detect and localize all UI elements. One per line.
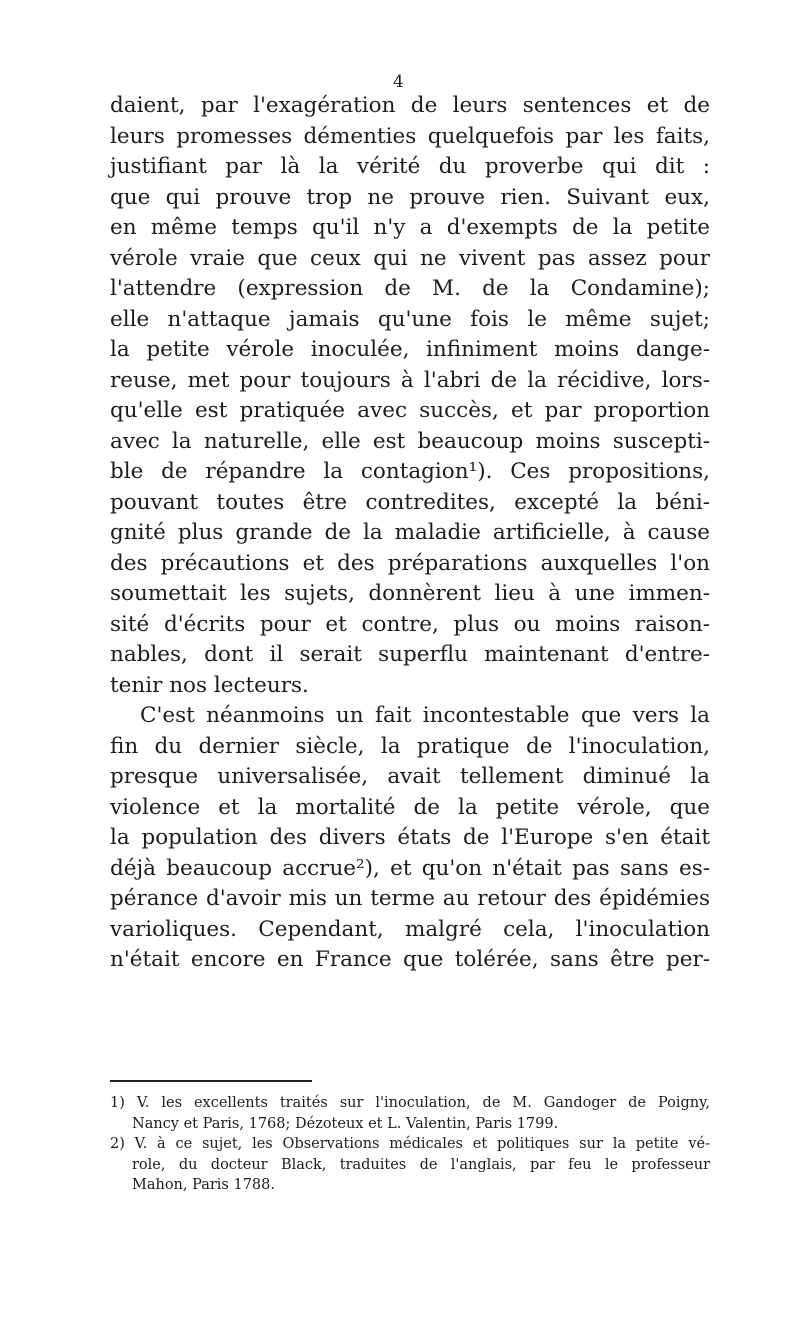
footnote-line: 1) V. les excellents traités sur l'inoculation, de M. Gandoger de Poigny, — [110, 1095, 710, 1111]
text-line: tenir nos lecteurs. — [110, 672, 309, 698]
text-line: que qui prouve trop ne prouve rien. Suivant eux, — [110, 184, 710, 210]
text-line: n'était encore en France que tolérée, sans être per- — [110, 947, 710, 972]
footnote — [110, 1093, 710, 1134]
text-line: sité d'écrits pour et contre, plus ou moins raison- — [110, 611, 710, 637]
text-line: C'est néanmoins un fait incontestable que vers la — [140, 703, 710, 728]
main-text — [110, 91, 710, 976]
text-line: gnité plus grande de la maladie artificielle, à cause — [110, 520, 710, 545]
footnote-line: 2) V. à ce sujet, les Observations médicales et politiques sur la petite vé- — [110, 1136, 710, 1152]
footnotes — [110, 1093, 710, 1196]
text-line: vérole vraie que ceux qui ne vivent pas assez pour — [110, 245, 710, 271]
text-line: soumettait les sujets, donnèrent lieu à une immen- — [110, 581, 710, 606]
footnote-line: role, du docteur Black, traduites de l'anglais, par feu le professeur — [132, 1156, 710, 1173]
text-line: pérance d'avoir mis un terme au retour des épidémies — [110, 886, 710, 911]
text-line: presque universalisée, avait tellement diminué la — [110, 764, 710, 789]
page-number: 4 — [393, 72, 404, 92]
footnote — [110, 1134, 710, 1196]
text-line: en même temps qu'il n'y a d'exempts de la petite — [110, 215, 710, 240]
text-line: elle n'attaque jamais qu'une fois le même sujet; — [110, 306, 710, 332]
text-line: des précautions et des préparations auxquelles l'on — [110, 550, 710, 576]
text-line: déjà beaucoup accrue²), et qu'on n'était pas sans es- — [110, 855, 710, 881]
paragraph — [110, 701, 710, 976]
text-line: l'attendre (expression de M. de la Condamine); — [110, 276, 710, 301]
text-line: fin du dernier siècle, la pratique de l'inoculation, — [110, 733, 710, 759]
text-line: la population des divers états de l'Europe s'en était — [110, 825, 710, 850]
text-line: ble de répandre la contagion¹). Ces propositions, — [110, 459, 710, 484]
text-line: daient, par l'exagération de leurs sentences et de — [110, 93, 710, 118]
text-line: justifiant par là la vérité du proverbe qui dit : — [110, 154, 710, 179]
text-line: varioliques. Cependant, malgré cela, l'inoculation — [110, 916, 710, 942]
text-line: violence et la mortalité de la petite vérole, que — [110, 794, 710, 820]
footnote-line: Mahon, Paris 1788. — [132, 1177, 275, 1193]
paragraph — [110, 91, 710, 701]
text-line: qu'elle est pratiquée avec succès, et par proportion — [110, 398, 710, 423]
text-line: pouvant toutes être contredites, excepté la béni- — [110, 489, 710, 515]
text-line: reuse, met pour toujours à l'abri de la récidive, lors- — [110, 367, 710, 393]
text-line: avec la naturelle, elle est beaucoup moins suscepti- — [110, 428, 710, 454]
footnote-line: Nancy et Paris, 1768; Dézoteux et L. Valentin, Paris 1799. — [132, 1115, 559, 1132]
text-line: leurs promesses démenties quelquefois par les faits, — [110, 123, 710, 149]
text-line: nables, dont il serait superflu maintenant d'entre- — [110, 642, 710, 667]
text-line: la petite vérole inoculée, infiniment moins dange- — [110, 337, 710, 362]
footnote-divider — [110, 1080, 312, 1082]
